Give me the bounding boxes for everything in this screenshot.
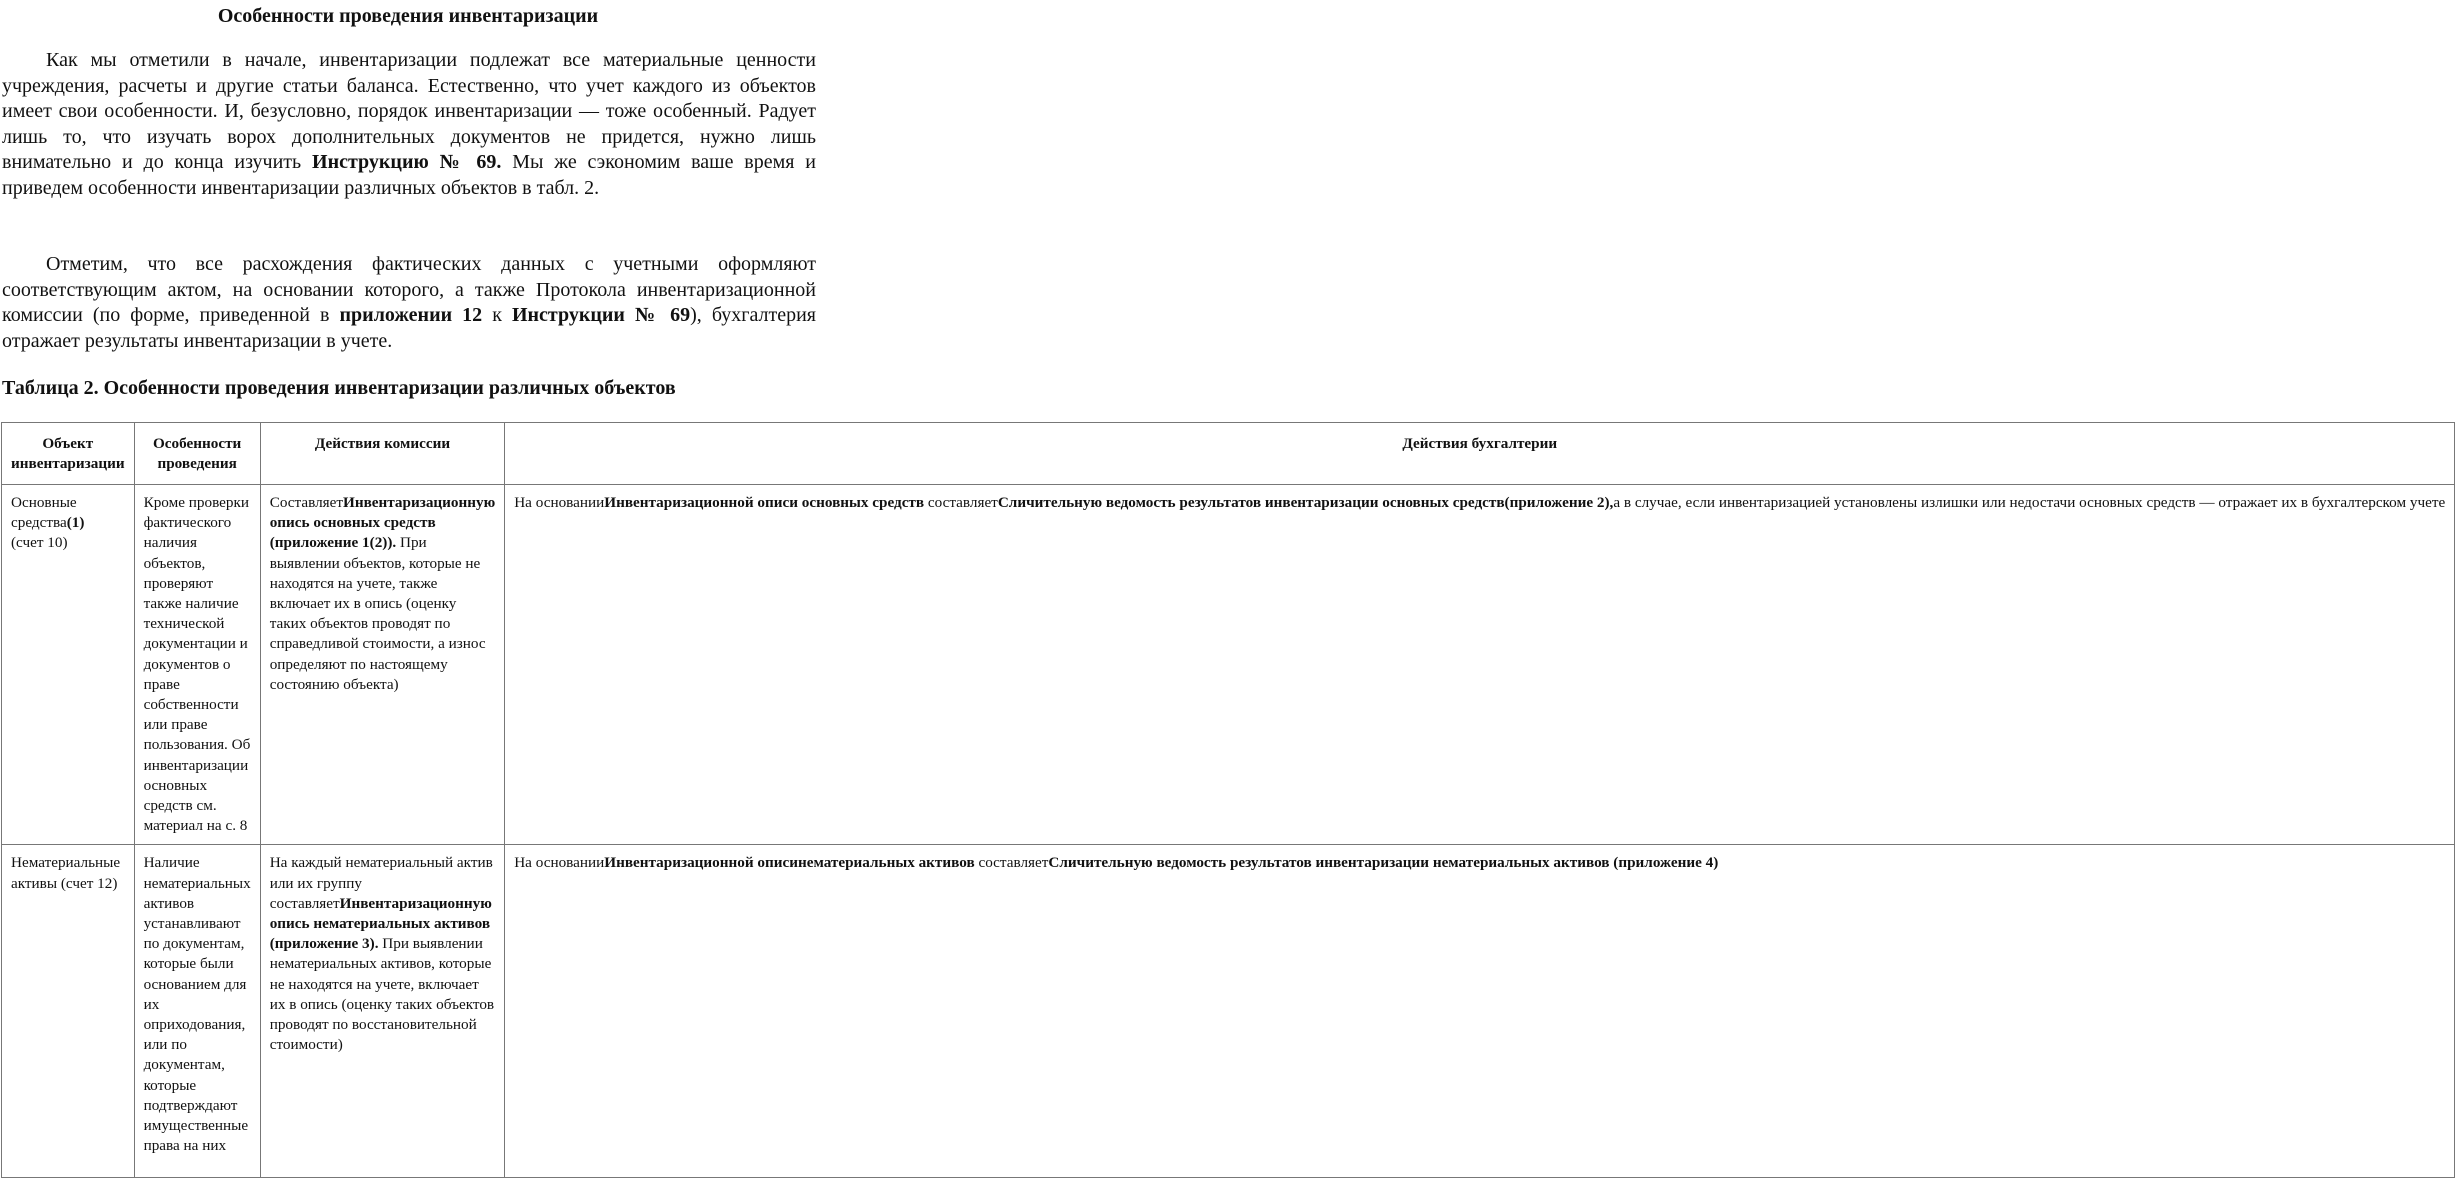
header-accounting: Действия бухгалтерии: [505, 423, 2455, 485]
cell-commission: [260, 485, 505, 845]
discrepancy-text-end: ), бухгалтерия отражает результаты инвентаризации в учете.: [2, 304, 817, 352]
object-name: Основные средства: [11, 494, 77, 532]
discrepancy-text: Отметим, что все расхождения фактических данных с учетными оформляют соответствующим актом, на основании которого, а также Протокола инвентаризационной комиссии (по форме, приведенной в: [2, 253, 816, 326]
intro-text: Как мы отметили в начале, инвентаризации подлежат все материальные ценности учреждения, расчеты и другие статьи баланса. Естественно, что учет каждого из объектов имеет свои особенности. И, безусловно, порядок инвентаризации — тоже особенный. Радует лишь то, что изучать ворох дополнительных документов не придется, нужно лишь внимательно и до конца изучить: [2, 49, 816, 173]
cell-accounting: [505, 485, 2455, 845]
object-footnote: (1): [66, 514, 85, 532]
accounting-result-doc: Сличительную ведомость результатов инвентаризации основных средств(приложение 2),: [997, 494, 1614, 511]
accounting-text-mid: составляет: [924, 494, 998, 511]
header-object: Объект инвентаризации: [2, 423, 135, 485]
intro-text-end: Мы же сэкономим ваше время и приведем особенности инвентаризации различных объектов в табл. 2.: [2, 151, 817, 199]
object-account: (счет 10): [11, 534, 68, 552]
instruction-ref: Инструкцию № 69.: [312, 151, 502, 173]
discrepancy-text-mid: к: [482, 304, 512, 326]
accounting-text: На основании: [514, 854, 605, 872]
table-row: [2, 845, 2455, 1178]
inventory-table: [1, 422, 2455, 1178]
accounting-result-doc: Сличительную ведомость результатов инвентаризации нематериальных активов (приложение 4): [1048, 854, 1719, 872]
cell-features: Кроме проверки фактического наличия объектов, проверяют также наличие технической документации и документов о праве собственности или праве пользования. Об инвентаризации основных средств см. материал на с. 8: [134, 485, 260, 845]
commission-text: На каждый нематериальный актив или их группу составляет: [269, 854, 493, 912]
accounting-source-doc: Инвентаризационной описи основных средств: [604, 494, 925, 511]
commission-text-end: При выявлении объектов, которые не находятся на учете, также включает их в опись (оценку таких объектов проводят по справедливой стоимости, а износ определяют по настоящему состоянию объекта): [269, 534, 486, 693]
accounting-text-end: а в случае, если инвентаризацией установлены излишки или недостачи основных средств — отражает их в бухгалтерском учете: [1613, 494, 2446, 511]
commission-document: Инвентаризационную опись нематериальных активов (приложение 3).: [269, 894, 492, 953]
table-row: [2, 485, 2455, 845]
accounting-text-mid: составляет: [974, 854, 1049, 872]
cell-features: Наличие нематериальных активов устанавливают по документам, которые были основанием для их оприходования, или по документам, которые подтверждают имущественные права на них: [134, 845, 260, 1178]
commission-document: Инвентаризационную опись основных средств (приложение 1(2)).: [269, 494, 496, 552]
commission-text: Составляет: [269, 494, 344, 511]
appendix-ref: приложении 12: [339, 304, 483, 326]
header-features: Особенности проведения: [134, 423, 260, 485]
cell-accounting: [505, 845, 2455, 1178]
cell-object: [2, 485, 135, 845]
header-commission: Действия комиссии: [260, 423, 505, 485]
table-caption: Таблица 2. Особенности проведения инвентаризации различных объектов: [2, 377, 676, 399]
cell-commission: [260, 845, 505, 1178]
cell-object: [2, 845, 135, 1178]
page-title: Особенности проведения инвентаризации: [217, 5, 599, 27]
accounting-source-doc: Инвентаризационной описинематериальных активов: [604, 854, 975, 872]
object-name: Нематериальные активы (счет 12): [11, 854, 121, 892]
instruction-ref-2: Инструкции № 69: [511, 304, 691, 326]
table-header-row: [2, 423, 2455, 485]
accounting-text: На основании: [514, 494, 605, 511]
commission-text-end: При выявлении нематериальных активов, которые не находятся на учете, включает их в опись (оценку таких объектов проводят по восстановительной стоимости): [269, 935, 495, 1054]
intro-paragraph: [2, 48, 816, 201]
discrepancy-paragraph: [2, 252, 816, 354]
